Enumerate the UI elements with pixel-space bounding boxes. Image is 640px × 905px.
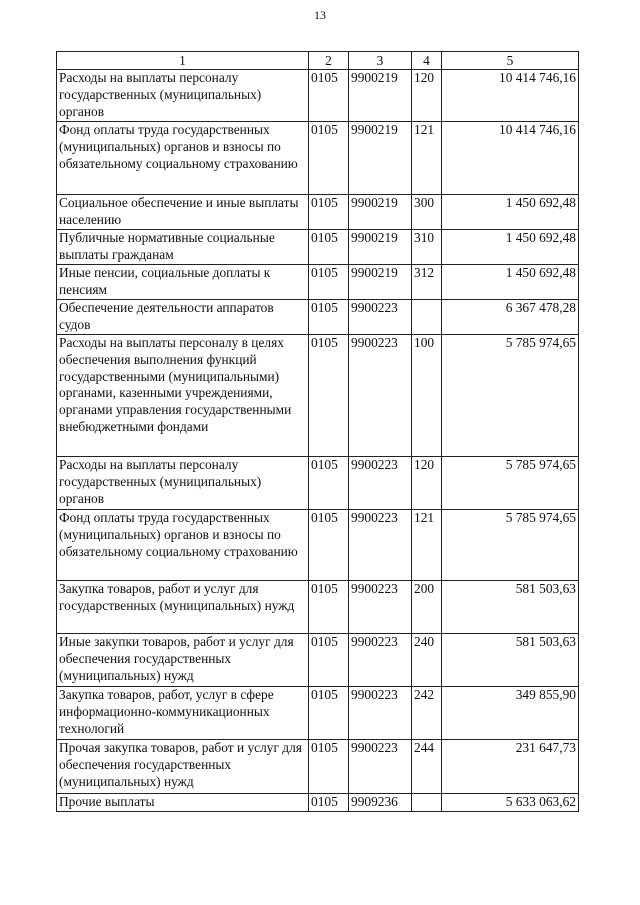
table-row xyxy=(57,230,579,265)
row-target: 9900219 xyxy=(349,195,412,230)
row-amount: 5 633 063,62 xyxy=(442,794,579,812)
row-amount: 1 450 692,48 xyxy=(442,265,579,300)
column-header: 1 xyxy=(57,52,309,70)
row-target: 9900223 xyxy=(349,510,412,581)
row-amount: 1 450 692,48 xyxy=(442,230,579,265)
page-number: 13 xyxy=(314,8,326,22)
row-amount: 581 503,63 xyxy=(442,581,579,634)
table-row xyxy=(57,581,579,634)
table-row xyxy=(57,195,579,230)
row-name: Расходы на выплаты персоналу государственных (муниципальных) органов xyxy=(57,457,309,510)
row-section: 0105 xyxy=(309,740,349,794)
row-amount: 10 414 746,16 xyxy=(442,122,579,195)
row-section: 0105 xyxy=(309,634,349,687)
row-amount: 10 414 746,16 xyxy=(442,70,579,122)
row-name: Закупка товаров, работ и услуг для государственных (муниципальных) нужд xyxy=(57,581,309,634)
row-type: 300 xyxy=(412,195,442,230)
row-name: Иные пенсии, социальные доплаты к пенсиям xyxy=(57,265,309,300)
row-type: 120 xyxy=(412,457,442,510)
row-amount: 581 503,63 xyxy=(442,634,579,687)
table-row xyxy=(57,510,579,581)
table-row xyxy=(57,70,579,122)
row-amount: 5 785 974,65 xyxy=(442,510,579,581)
row-section: 0105 xyxy=(309,581,349,634)
row-target: 9900223 xyxy=(349,581,412,634)
table-row xyxy=(57,122,579,195)
row-type: 312 xyxy=(412,265,442,300)
column-header: 4 xyxy=(412,52,442,70)
row-target: 9900223 xyxy=(349,300,412,335)
table-row xyxy=(57,457,579,510)
row-type: 120 xyxy=(412,70,442,122)
row-name: Закупка товаров, работ, услуг в сфере информационно-коммуникационных технологий xyxy=(57,687,309,740)
table-header-row xyxy=(57,52,579,70)
row-type: 240 xyxy=(412,634,442,687)
row-amount: 231 647,73 xyxy=(442,740,579,794)
row-target: 9900223 xyxy=(349,634,412,687)
row-target: 9900219 xyxy=(349,265,412,300)
row-name: Публичные нормативные социальные выплаты гражданам xyxy=(57,230,309,265)
budget-table xyxy=(56,51,579,812)
row-amount: 6 367 478,28 xyxy=(442,300,579,335)
table-row xyxy=(57,794,579,812)
table-row xyxy=(57,300,579,335)
row-section: 0105 xyxy=(309,230,349,265)
row-section: 0105 xyxy=(309,265,349,300)
row-target: 9900223 xyxy=(349,687,412,740)
row-name: Фонд оплаты труда государственных (муниципальных) органов и взносы по обязательному социальному страхованию xyxy=(57,122,309,195)
row-target: 9900219 xyxy=(349,230,412,265)
row-target: 9909236 xyxy=(349,794,412,812)
row-section: 0105 xyxy=(309,195,349,230)
row-name: Фонд оплаты труда государственных (муниципальных) органов и взносы по обязательному социальному страхованию xyxy=(57,510,309,581)
row-target: 9900223 xyxy=(349,740,412,794)
row-type: 242 xyxy=(412,687,442,740)
row-section: 0105 xyxy=(309,335,349,457)
table-row xyxy=(57,687,579,740)
column-header: 2 xyxy=(309,52,349,70)
row-type: 121 xyxy=(412,122,442,195)
row-target: 9900219 xyxy=(349,122,412,195)
row-name: Прочая закупка товаров, работ и услуг для обеспечения государственных (муниципальных) нужд xyxy=(57,740,309,794)
row-amount: 5 785 974,65 xyxy=(442,457,579,510)
row-target: 9900219 xyxy=(349,70,412,122)
table-row xyxy=(57,634,579,687)
column-header: 5 xyxy=(442,52,579,70)
row-section: 0105 xyxy=(309,300,349,335)
row-name: Прочие выплаты xyxy=(57,794,309,812)
row-type: 121 xyxy=(412,510,442,581)
table-row xyxy=(57,740,579,794)
row-type: 200 xyxy=(412,581,442,634)
row-amount: 349 855,90 xyxy=(442,687,579,740)
row-target: 9900223 xyxy=(349,335,412,457)
row-type xyxy=(412,794,442,812)
row-amount: 1 450 692,48 xyxy=(442,195,579,230)
row-amount: 5 785 974,65 xyxy=(442,335,579,457)
row-section: 0105 xyxy=(309,687,349,740)
row-name: Обеспечение деятельности аппаратов судов xyxy=(57,300,309,335)
row-type: 310 xyxy=(412,230,442,265)
row-type xyxy=(412,300,442,335)
row-section: 0105 xyxy=(309,122,349,195)
row-name: Расходы на выплаты персоналу государственных (муниципальных) органов xyxy=(57,70,309,122)
row-target: 9900223 xyxy=(349,457,412,510)
column-header: 3 xyxy=(349,52,412,70)
row-section: 0105 xyxy=(309,794,349,812)
row-name: Иные закупки товаров, работ и услуг для обеспечения государственных (муниципальных) нужд xyxy=(57,634,309,687)
row-type: 244 xyxy=(412,740,442,794)
row-name: Социальное обеспечение и иные выплаты населению xyxy=(57,195,309,230)
table-row xyxy=(57,335,579,457)
row-section: 0105 xyxy=(309,70,349,122)
row-section: 0105 xyxy=(309,510,349,581)
table-row xyxy=(57,265,579,300)
row-name: Расходы на выплаты персоналу в целях обеспечения выполнения функций государственными (муниципальными) органами, казенными учреждениями, органами управления государственными внебюджетными фондами xyxy=(57,335,309,457)
row-section: 0105 xyxy=(309,457,349,510)
row-type: 100 xyxy=(412,335,442,457)
